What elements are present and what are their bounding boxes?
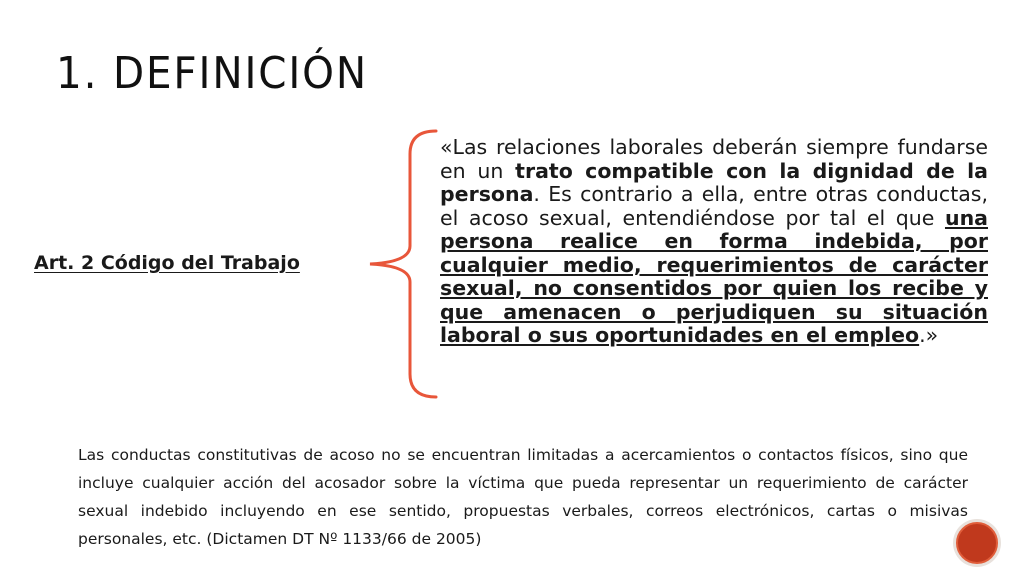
slide-title: 1. DEFINICIÓN <box>56 48 368 99</box>
quote-text-part-3: .» <box>919 323 939 347</box>
article-label: Art. 2 Código del Trabajo <box>34 252 300 274</box>
quote-bold-text: trato compatible con la dignidad de la persona <box>440 158 989 206</box>
quote-text-part-1: «Las relaciones laborales deberán siempre fundarse en un <box>440 135 988 183</box>
curly-brace-icon <box>366 128 440 400</box>
next-slide-button[interactable] <box>956 522 998 564</box>
article-quote <box>440 136 988 348</box>
quote-underlined-text: una persona realice en forma indebida, por cualquier medio, requerimientos de carácter sexual, no consentidos por quien los recibe y que amenacen o perjudiquen su situación laboral o sus oportunidades en el empleo <box>440 205 988 347</box>
explanatory-note: Las conductas constitutivas de acoso no se encuentran limitadas a acercamientos o contactos físicos, sino que incluye cualquier acción del acosador sobre la víctima que pueda representar un requerimiento de carácter sexual indebido incluyendo en ese sentido, propuestas verbales, correos electrónicos, cartas o misivas personales, etc. (Dictamen DT Nº 1133/66 de 2005) <box>78 446 968 548</box>
quote-text-part-2: . Es contrario a ella, entre otras conductas, el acoso sexual, entendiéndose por tal el que <box>440 182 988 230</box>
